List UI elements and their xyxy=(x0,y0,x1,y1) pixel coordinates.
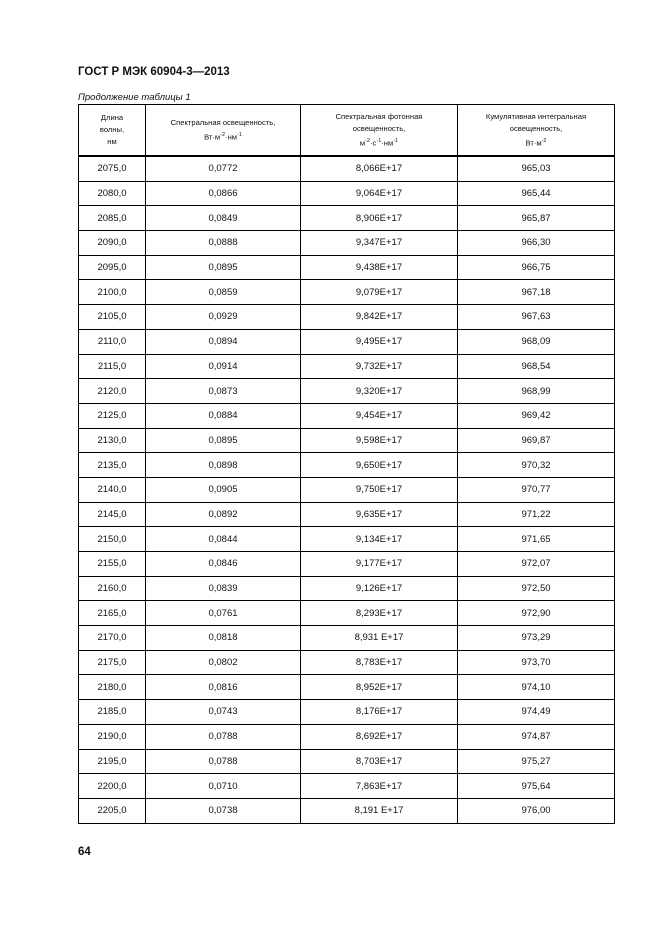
cell-photon-irradiance: 9,079E+17 xyxy=(301,280,458,305)
cell-spectral-irradiance: 0,0849 xyxy=(146,206,301,231)
table-row xyxy=(79,576,615,601)
cell-photon-irradiance: 8,783E+17 xyxy=(301,650,458,675)
cell-cumulative-irradiance: 970,32 xyxy=(458,453,615,478)
cell-cumulative-irradiance: 975,27 xyxy=(458,749,615,774)
cell-spectral-irradiance: 0,0898 xyxy=(146,453,301,478)
cell-wavelength: 2175,0 xyxy=(79,650,146,675)
header-text: освещенность, xyxy=(352,123,406,133)
cell-spectral-irradiance: 0,0884 xyxy=(146,403,301,428)
cell-cumulative-irradiance: 966,75 xyxy=(458,255,615,280)
cell-spectral-irradiance: 0,0788 xyxy=(146,724,301,749)
cell-cumulative-irradiance: 968,99 xyxy=(458,379,615,404)
cell-wavelength: 2125,0 xyxy=(79,403,146,428)
cell-cumulative-irradiance: 968,54 xyxy=(458,354,615,379)
table-row xyxy=(79,527,615,552)
table-row xyxy=(79,749,615,774)
table-row xyxy=(79,552,615,577)
cell-cumulative-irradiance: 974,49 xyxy=(458,700,615,725)
cell-photon-irradiance: 8,692E+17 xyxy=(301,724,458,749)
unit-part: м xyxy=(359,138,366,148)
header-text: Спектральная фотонная xyxy=(335,111,423,121)
header-photon-irradiance xyxy=(301,105,458,157)
cell-cumulative-irradiance: 969,87 xyxy=(458,428,615,453)
table-row xyxy=(79,206,615,231)
table-header-row xyxy=(79,105,615,157)
table-row xyxy=(79,502,615,527)
header-text: Спектральная освещенность, xyxy=(170,117,276,127)
header-text: волны, xyxy=(99,125,125,134)
cell-spectral-irradiance: 0,0802 xyxy=(146,650,301,675)
cell-photon-irradiance: 7,863E+17 xyxy=(301,774,458,799)
cell-wavelength: 2185,0 xyxy=(79,700,146,725)
table-row xyxy=(79,428,615,453)
table-row xyxy=(79,379,615,404)
cell-photon-irradiance: 8,293E+17 xyxy=(301,601,458,626)
cell-spectral-irradiance: 0,0866 xyxy=(146,181,301,206)
cell-spectral-irradiance: 0,0816 xyxy=(146,675,301,700)
table-row xyxy=(79,255,615,280)
cell-photon-irradiance: 9,438E+17 xyxy=(301,255,458,280)
cell-cumulative-irradiance: 967,18 xyxy=(458,280,615,305)
cell-wavelength: 2170,0 xyxy=(79,626,146,651)
cell-cumulative-irradiance: 966,30 xyxy=(458,231,615,256)
table-row xyxy=(79,675,615,700)
cell-photon-irradiance: 9,177E+17 xyxy=(301,552,458,577)
unit-part: ·нм xyxy=(225,132,237,142)
cell-photon-irradiance: 9,650E+17 xyxy=(301,453,458,478)
cell-cumulative-irradiance: 970,77 xyxy=(458,477,615,502)
cell-spectral-irradiance: 0,0895 xyxy=(146,428,301,453)
cell-wavelength: 2180,0 xyxy=(79,675,146,700)
cell-cumulative-irradiance: 973,29 xyxy=(458,626,615,651)
header-unit xyxy=(301,135,457,150)
table-row xyxy=(79,354,615,379)
header-unit xyxy=(458,135,614,150)
cell-wavelength: 2105,0 xyxy=(79,305,146,330)
cell-photon-irradiance: 9,320E+17 xyxy=(301,379,458,404)
cell-cumulative-irradiance: 965,03 xyxy=(458,156,615,181)
cell-cumulative-irradiance: 967,63 xyxy=(458,305,615,330)
header-wavelength xyxy=(79,105,146,157)
unit-part: ·с xyxy=(370,138,377,148)
unit-part: ·нм xyxy=(381,138,394,148)
cell-spectral-irradiance: 0,0895 xyxy=(146,255,301,280)
cell-cumulative-irradiance: 973,70 xyxy=(458,650,615,675)
header-text: освещенность, xyxy=(509,123,563,133)
cell-wavelength: 2200,0 xyxy=(79,774,146,799)
cell-cumulative-irradiance: 972,50 xyxy=(458,576,615,601)
table-row xyxy=(79,774,615,799)
cell-cumulative-irradiance: 972,90 xyxy=(458,601,615,626)
cell-cumulative-irradiance: 974,87 xyxy=(458,724,615,749)
cell-wavelength: 2160,0 xyxy=(79,576,146,601)
table-row xyxy=(79,601,615,626)
cell-spectral-irradiance: 0,0894 xyxy=(146,329,301,354)
table-caption: Продолжение таблицы 1 xyxy=(78,92,191,103)
cell-spectral-irradiance: 0,0839 xyxy=(146,576,301,601)
cell-photon-irradiance: 9,635E+17 xyxy=(301,502,458,527)
cell-photon-irradiance: 8,703E+17 xyxy=(301,749,458,774)
table-row xyxy=(79,231,615,256)
cell-photon-irradiance: 8,931 E+17 xyxy=(301,626,458,651)
cell-wavelength: 2155,0 xyxy=(79,552,146,577)
cell-cumulative-irradiance: 971,22 xyxy=(458,502,615,527)
cell-wavelength: 2135,0 xyxy=(79,453,146,478)
unit-exponent: -1 xyxy=(237,131,242,138)
table-row xyxy=(79,477,615,502)
cell-cumulative-irradiance: 972,07 xyxy=(458,552,615,577)
cell-spectral-irradiance: 0,0844 xyxy=(146,527,301,552)
cell-cumulative-irradiance: 976,00 xyxy=(458,798,615,823)
cell-spectral-irradiance: 0,0914 xyxy=(146,354,301,379)
table-row xyxy=(79,403,615,428)
unit-part: Вт·м xyxy=(204,132,221,142)
cell-spectral-irradiance: 0,0873 xyxy=(146,379,301,404)
cell-spectral-irradiance: 0,0888 xyxy=(146,231,301,256)
cell-spectral-irradiance: 0,0846 xyxy=(146,552,301,577)
table-row xyxy=(79,700,615,725)
cell-photon-irradiance: 9,495E+17 xyxy=(301,329,458,354)
document-header: ГОСТ Р МЭК 60904-3—2013 xyxy=(78,66,230,78)
cell-spectral-irradiance: 0,0788 xyxy=(146,749,301,774)
cell-wavelength: 2130,0 xyxy=(79,428,146,453)
cell-photon-irradiance: 8,191 E+17 xyxy=(301,798,458,823)
cell-wavelength: 2165,0 xyxy=(79,601,146,626)
table-row xyxy=(79,453,615,478)
cell-spectral-irradiance: 0,0738 xyxy=(146,798,301,823)
cell-wavelength: 2145,0 xyxy=(79,502,146,527)
cell-cumulative-irradiance: 965,44 xyxy=(458,181,615,206)
unit-exponent: -1 xyxy=(393,137,399,144)
cell-photon-irradiance: 9,454E+17 xyxy=(301,403,458,428)
cell-wavelength: 2150,0 xyxy=(79,527,146,552)
cell-wavelength: 2195,0 xyxy=(79,749,146,774)
cell-photon-irradiance: 9,347E+17 xyxy=(301,231,458,256)
cell-cumulative-irradiance: 971,65 xyxy=(458,527,615,552)
cell-wavelength: 2110,0 xyxy=(79,329,146,354)
unit-exponent: -2 xyxy=(365,137,371,144)
header-text: нм xyxy=(107,137,117,146)
cell-spectral-irradiance: 0,0710 xyxy=(146,774,301,799)
table-row xyxy=(79,181,615,206)
cell-photon-irradiance: 9,134E+17 xyxy=(301,527,458,552)
cell-photon-irradiance: 9,732E+17 xyxy=(301,354,458,379)
header-unit xyxy=(146,129,300,144)
table-row xyxy=(79,798,615,823)
cell-cumulative-irradiance: 969,42 xyxy=(458,403,615,428)
table-row xyxy=(79,156,615,181)
cell-spectral-irradiance: 0,0772 xyxy=(146,156,301,181)
header-cumulative-irradiance xyxy=(458,105,615,157)
table-row xyxy=(79,280,615,305)
unit-exponent: -1 xyxy=(376,137,382,144)
cell-spectral-irradiance: 0,0761 xyxy=(146,601,301,626)
cell-cumulative-irradiance: 975,64 xyxy=(458,774,615,799)
cell-wavelength: 2115,0 xyxy=(79,354,146,379)
unit-exponent: -2 xyxy=(541,137,547,144)
cell-spectral-irradiance: 0,0929 xyxy=(146,305,301,330)
cell-cumulative-irradiance: 968,09 xyxy=(458,329,615,354)
cell-photon-irradiance: 8,176E+17 xyxy=(301,700,458,725)
cell-photon-irradiance: 8,952E+17 xyxy=(301,675,458,700)
cell-spectral-irradiance: 0,0892 xyxy=(146,502,301,527)
cell-photon-irradiance: 9,064E+17 xyxy=(301,181,458,206)
cell-spectral-irradiance: 0,0905 xyxy=(146,477,301,502)
unit-exponent: -2 xyxy=(220,131,226,138)
cell-photon-irradiance: 8,906E+17 xyxy=(301,206,458,231)
cell-wavelength: 2205,0 xyxy=(79,798,146,823)
cell-photon-irradiance: 8,066E+17 xyxy=(301,156,458,181)
cell-cumulative-irradiance: 974,10 xyxy=(458,675,615,700)
cell-wavelength: 2190,0 xyxy=(79,724,146,749)
table-row xyxy=(79,305,615,330)
cell-wavelength: 2075,0 xyxy=(79,156,146,181)
cell-wavelength: 2140,0 xyxy=(79,477,146,502)
cell-photon-irradiance: 9,750E+17 xyxy=(301,477,458,502)
header-spectral-irradiance xyxy=(146,105,301,157)
data-table xyxy=(78,104,615,824)
cell-photon-irradiance: 9,598E+17 xyxy=(301,428,458,453)
header-text: Кумулятивная интегральная xyxy=(485,111,587,121)
cell-wavelength: 2080,0 xyxy=(79,181,146,206)
cell-wavelength: 2100,0 xyxy=(79,280,146,305)
cell-photon-irradiance: 9,842E+17 xyxy=(301,305,458,330)
cell-wavelength: 2085,0 xyxy=(79,206,146,231)
table-row xyxy=(79,626,615,651)
cell-spectral-irradiance: 0,0743 xyxy=(146,700,301,725)
cell-wavelength: 2120,0 xyxy=(79,379,146,404)
cell-spectral-irradiance: 0,0818 xyxy=(146,626,301,651)
page-number: 64 xyxy=(78,846,91,858)
table-row xyxy=(79,650,615,675)
table-row xyxy=(79,329,615,354)
cell-cumulative-irradiance: 965,87 xyxy=(458,206,615,231)
cell-spectral-irradiance: 0,0859 xyxy=(146,280,301,305)
cell-wavelength: 2090,0 xyxy=(79,231,146,256)
table-row xyxy=(79,724,615,749)
unit-part: Вт·м xyxy=(525,138,542,148)
cell-photon-irradiance: 9,126E+17 xyxy=(301,576,458,601)
header-text: Длина xyxy=(100,113,124,122)
table-body xyxy=(79,156,615,823)
cell-wavelength: 2095,0 xyxy=(79,255,146,280)
